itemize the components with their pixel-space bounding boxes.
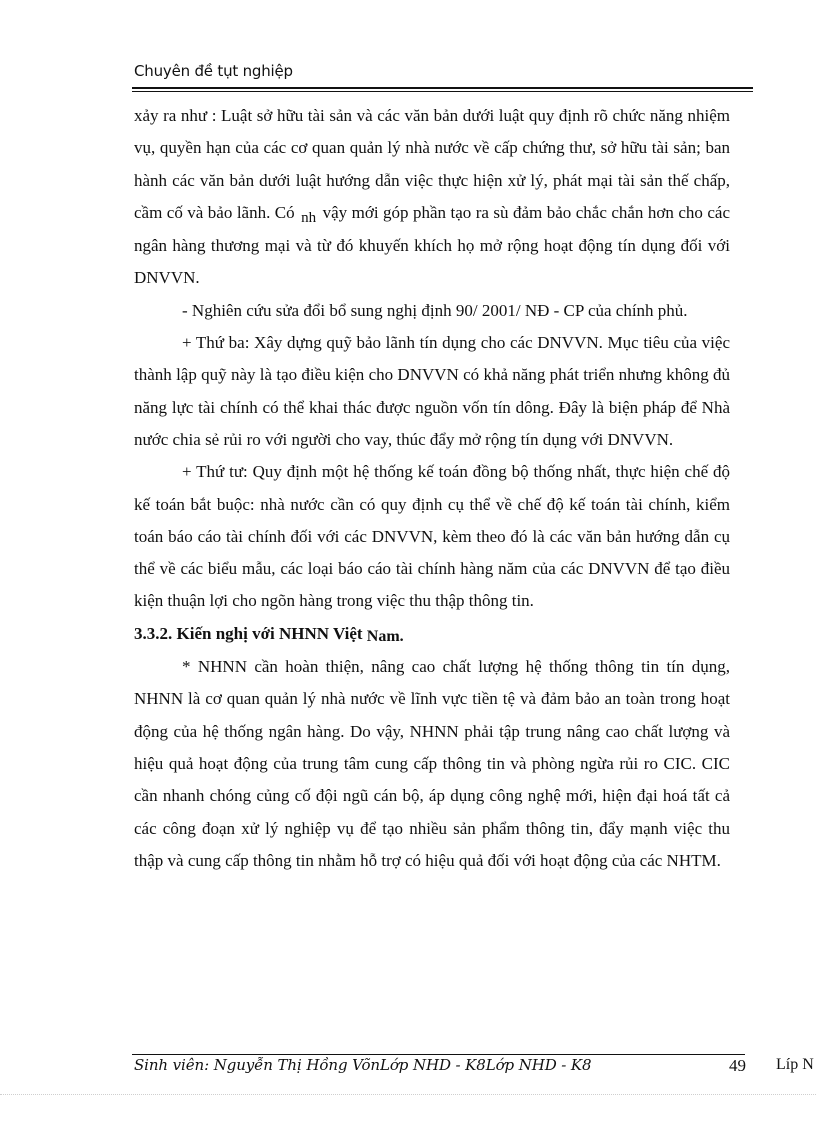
document-body bbox=[134, 100, 730, 877]
paragraph-third-guarantee-fund: + Thứ ba: Xây dựng quỹ bảo lãnh tín dụng cho các DNVVN. Mục tiêu của việc thành lập quỹ này là tạo điều kiện cho DNVVN có khả năng phát triển nhưng không đủ năng lực tài chính có thể khai thác được nguồn vốn tín dông. Đây là biện pháp để Nhà nước chia sẻ rủi ro với người cho vay, thúc đẩy mở rộng tín dụng với DNVVN. bbox=[134, 333, 730, 449]
header-rule-thin bbox=[132, 91, 753, 92]
footer-class-label: Líp N bbox=[776, 1056, 814, 1073]
header-rule-thick bbox=[132, 87, 753, 89]
page-header-title: Chuyên đề tụt nghiệp bbox=[134, 62, 293, 80]
footer-rule bbox=[132, 1054, 745, 1055]
paragraph-legal-framework bbox=[134, 100, 730, 295]
paragraph-decree-revision: - Nghiên cứu sửa đổi bổ sung nghị định 90/ 2001/ NĐ - CP của chính phủ. bbox=[182, 300, 688, 320]
heading-text-tail: Nam. bbox=[366, 627, 404, 645]
section-heading-3-3-2 bbox=[134, 618, 730, 651]
heading-text: 3.3.2. Kiến nghị với NHNN Việt bbox=[134, 623, 363, 643]
footer-student-info: Sinh viên: Nguyễn Thị Hồng VõnLớp NHD - K8Lớp NHD - K8 bbox=[134, 1056, 592, 1074]
page-bottom-dotted-line bbox=[0, 1094, 816, 1095]
paragraph-fourth-accounting: + Thứ tư: Quy định một hệ thống kế toán đồng bộ thống nhất, thực hiện chế độ kế toán bắt buộc: nhà nước cần có quy định cụ thể về chế độ kế toán tài chính, kiểm toán báo cáo tài chính đối với các DNVVN, kèm theo đó là các văn bản hướng dẫn cụ thể về các biểu mẫu, các loại báo cáo tài chính hàng năm của các DNVVN để tạo điều kiện thuận lợi cho ngõn hàng trong việc thu thập thông tin. bbox=[134, 462, 730, 611]
paragraph-text: vậy mới góp phần tạo ra sù đảm bảo chắc chắn hơn cho các ngân hàng thương mại và từ đó khuyến khích họ mở rộng hoạt động tín dụng đối với DNVVN. bbox=[134, 202, 730, 288]
footer-page-number: 49 bbox=[729, 1056, 746, 1075]
stray-subscript-text: nh bbox=[301, 209, 317, 226]
paragraph-nhnn-recommendation: * NHNN cần hoàn thiện, nâng cao chất lượng hệ thống thông tin tín dụng, NHNN là cơ quan quản lý nhà nước về lĩnh vực tiền tệ và đảm bảo an toàn trong hoạt động của hệ thống ngân hàng. Do vậy, NHNN phải tập trung nâng cao chất lượng và hiệu quả hoạt động của trung tâm cung cấp thông tin và phòng ngừa rủi ro CIC. CIC cần nhanh chóng củng cố đội ngũ cán bộ, áp dụng công nghệ mới, hiện đại hoá tất cả các công đoạn xử lý nghiệp vụ để tạo nhiều sản phẩm thông tin, đẩy mạnh việc thu thập và cung cấp thông tin nhằm hỗ trợ có hiệu quả đối với hoạt động của các NHTM. bbox=[134, 657, 730, 870]
paragraph-text: xảy ra như : Luật sở hữu tài sản và các văn bản dưới luật quy định rõ chức năng nhiệm vụ, quyền hạn của các cơ quan quản lý nhà nước về cấp chứng thư, sở hữu tài sản; ban hành các văn bản dưới luật hướng dẫn việc thực hiện xử lý, phát mại tài sản thế chấp, cầm cố và bảo lãnh. Có bbox=[134, 106, 730, 222]
